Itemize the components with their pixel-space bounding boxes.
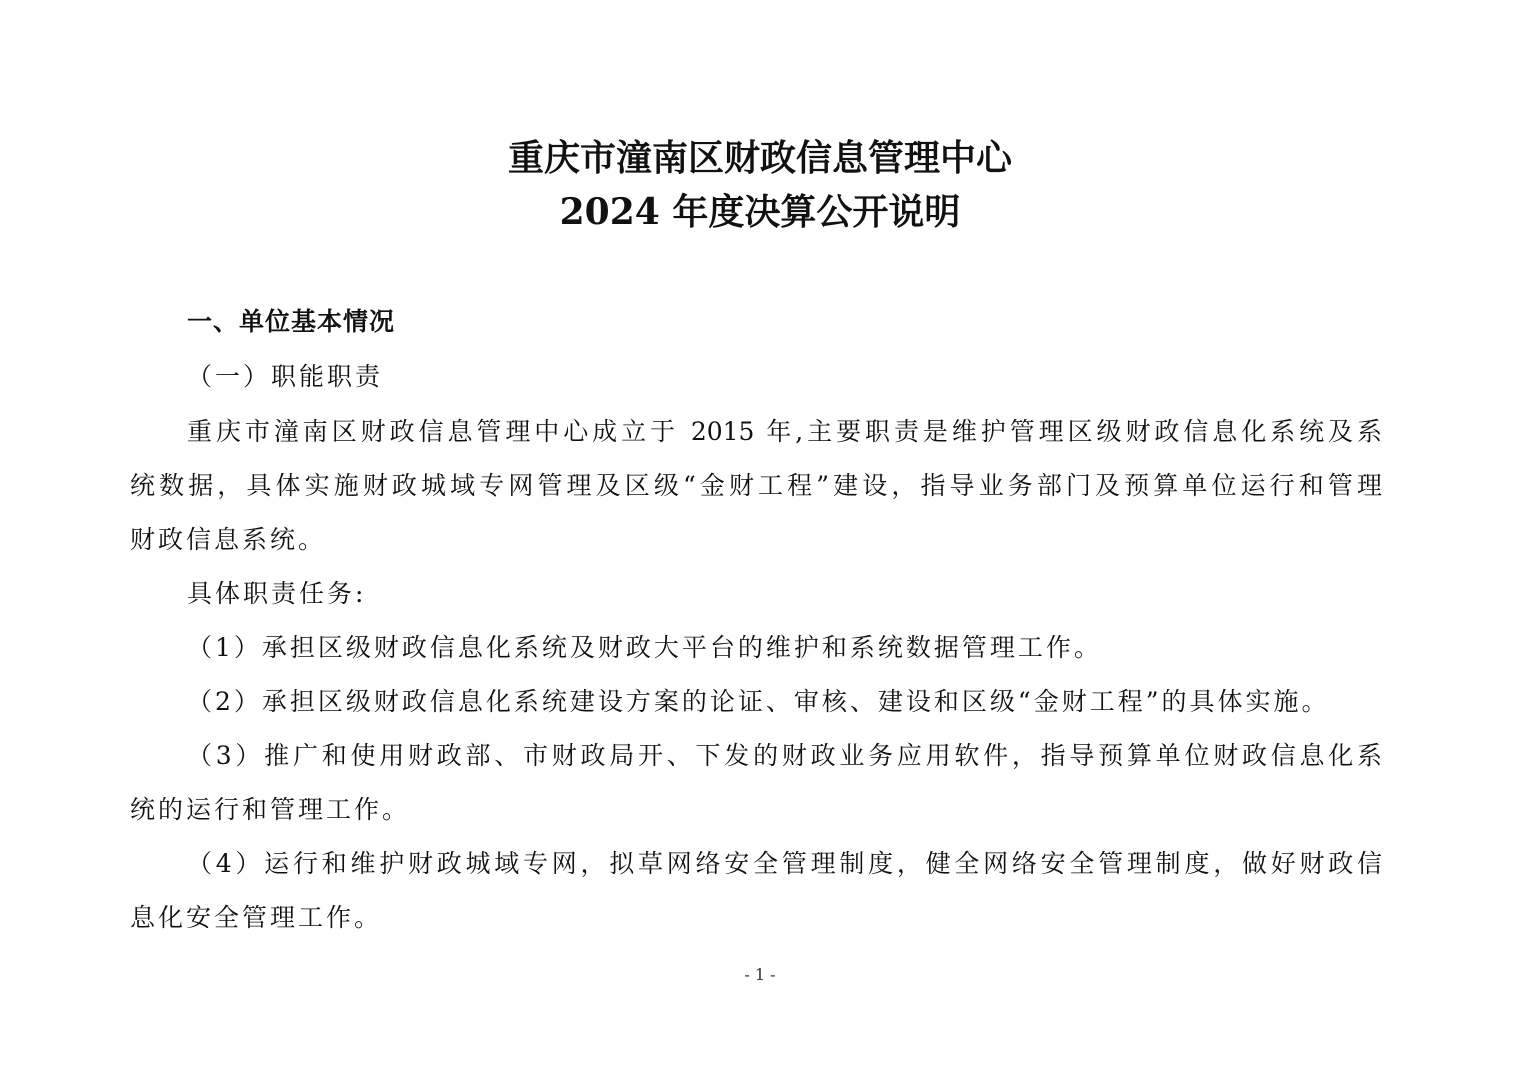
duty-item-1: （1）承担区级财政信息化系统及财政大平台的维护和系统数据管理工作。	[187, 633, 1102, 662]
document-title: 重庆市潼南区财政信息管理中心	[507, 137, 1012, 179]
document-subtitle: 2024 年度决算公开说明	[559, 191, 961, 233]
page-number: - 1 -	[744, 965, 776, 984]
intro-paragraph-line-2: 统数据，具体实施财政城域专网管理及区级“金财工程”建设，指导业务部门及预算单位运行和管理	[130, 471, 1382, 500]
duties-list-heading: 具体职责任务:	[187, 579, 367, 608]
duty-item-4-line-1: （4）运行和维护财政城域专网，拟草网络安全管理制度，健全网络安全管理制度，做好财政信	[187, 849, 1382, 878]
duty-item-3-line-1: （3）推广和使用财政部、市财政局开、下发的财政业务应用软件，指导预算单位财政信息化系	[187, 741, 1382, 770]
duty-item-2: （2）承担区级财政信息化系统建设方案的论证、审核、建设和区级“金财工程”的具体实施。	[187, 687, 1330, 716]
duty-item-4-line-2: 息化安全管理工作。	[130, 903, 383, 932]
duty-item-3-line-2: 统的运行和管理工作。	[130, 795, 411, 824]
section-heading-basic-info: 一、单位基本情况	[187, 307, 396, 336]
subsection-heading-duties: （一）职能职责	[187, 362, 384, 391]
intro-paragraph-line-3: 财政信息系统。	[130, 525, 327, 554]
intro-paragraph-line-1: 重庆市潼南区财政信息管理中心成立于 2015 年,主要职责是维护管理区级财政信息化系统及系	[187, 417, 1382, 446]
